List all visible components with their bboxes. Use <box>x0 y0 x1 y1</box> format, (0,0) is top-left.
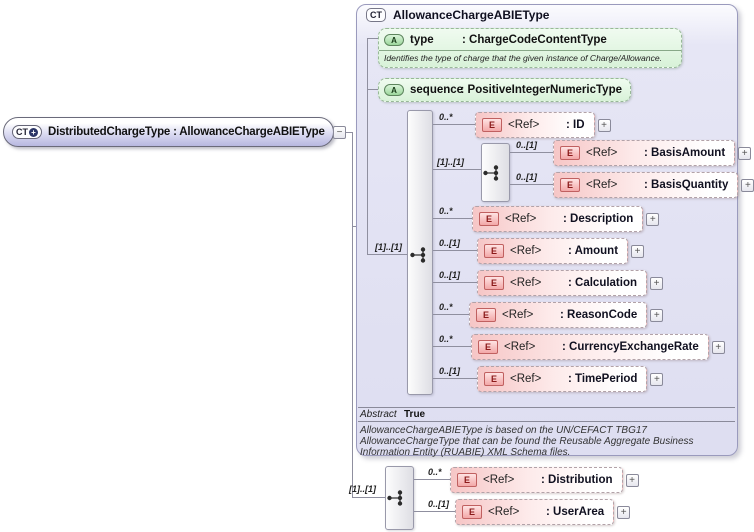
connector <box>367 38 368 255</box>
element-box[interactable] <box>553 140 735 166</box>
element-box[interactable] <box>477 238 628 264</box>
element-ref: <Ref> <box>586 147 618 159</box>
cardinality-label: 0..[1] <box>516 140 538 150</box>
element-ref: <Ref> <box>483 474 515 486</box>
connector <box>433 314 469 315</box>
expand-toggle[interactable]: + <box>650 277 663 290</box>
expand-toggle[interactable]: + <box>598 119 611 132</box>
element-node-amount[interactable] <box>477 238 644 264</box>
element-box[interactable] <box>477 270 647 296</box>
abstract-label: Abstract <box>360 409 397 420</box>
element-box[interactable] <box>455 499 614 525</box>
abstract-value: True <box>404 409 426 420</box>
attribute-name: type <box>410 33 434 46</box>
complextype-badge: CT <box>366 8 386 22</box>
expand-toggle[interactable]: + <box>650 309 663 322</box>
element-node-reasoncode[interactable] <box>469 302 663 328</box>
element-ref: <Ref> <box>504 341 536 353</box>
element-badge: E <box>484 372 504 386</box>
connector <box>352 132 353 498</box>
sequence-icon <box>386 489 408 507</box>
element-badge: E <box>478 340 498 354</box>
element-ref: <Ref> <box>508 119 540 131</box>
element-ref: <Ref> <box>488 506 520 518</box>
element-node-id[interactable] <box>475 112 611 138</box>
attribute-annotation: Identifies the type of charge that the given instance of Charge/Allowance. <box>379 50 681 67</box>
complextype-badge <box>12 125 42 139</box>
element-node-distribution[interactable] <box>450 467 639 493</box>
element-name: : BasisAmount <box>644 147 726 159</box>
element-node-currencyexchangerate[interactable] <box>471 334 725 360</box>
element-name: : Description <box>563 213 634 225</box>
connector <box>433 218 472 219</box>
element-ref: <Ref> <box>586 179 618 191</box>
cardinality-label: 0..* <box>428 467 442 477</box>
element-name: : UserArea <box>546 506 605 518</box>
element-box[interactable] <box>475 112 595 138</box>
attribute-type: : ChargeCodeContentType <box>462 33 607 46</box>
element-box[interactable] <box>553 172 738 198</box>
attribute-name: sequence <box>410 84 464 96</box>
cardinality-label: [1]..[1] <box>349 484 376 494</box>
element-badge: E <box>484 276 504 290</box>
element-box[interactable] <box>477 366 647 392</box>
connector <box>433 169 481 170</box>
connector <box>510 184 553 185</box>
attribute-type: : PositiveIntegerNumericType <box>460 84 622 96</box>
cardinality-label: 0..[1] <box>439 238 461 248</box>
element-ref: <Ref> <box>510 373 542 385</box>
element-box[interactable] <box>469 302 647 328</box>
cardinality-label: 0..* <box>439 334 453 344</box>
element-ref: <Ref> <box>502 309 534 321</box>
derived-plus-icon: + <box>29 128 38 137</box>
expand-toggle[interactable]: + <box>631 245 644 258</box>
cardinality-label: 0..[1] <box>428 499 450 509</box>
element-node-description[interactable] <box>472 206 659 232</box>
expand-toggle[interactable]: + <box>617 506 630 519</box>
element-badge: E <box>462 505 482 519</box>
expand-toggle[interactable]: + <box>646 213 659 226</box>
element-badge: E <box>560 146 580 160</box>
connector <box>433 124 475 125</box>
cardinality-label: [1]..[1] <box>437 157 464 167</box>
element-node-userarea[interactable] <box>455 499 630 525</box>
divider <box>358 421 735 422</box>
attribute-badge: A <box>384 84 404 96</box>
element-name: : Calculation <box>568 277 638 289</box>
element-name: : BasisQuantity <box>644 179 729 191</box>
element-name: : Distribution <box>541 474 613 486</box>
connector <box>367 254 409 255</box>
cardinality-label: 0..* <box>439 112 453 122</box>
panel-annotation: AllowanceChargeABIEType is based on the UN/CEFACT TBG17 AllowanceChargeType that can be found the Reusable Aggregate Business Information Entity (RUABIE) XML Schema files. <box>360 425 694 459</box>
cardinality-label: 0..* <box>439 206 453 216</box>
connector <box>367 38 378 39</box>
element-badge: E <box>457 473 477 487</box>
element-node-calculation[interactable] <box>477 270 663 296</box>
element-badge: E <box>479 212 499 226</box>
element-box[interactable] <box>450 467 623 493</box>
cardinality-label: 0..* <box>439 302 453 312</box>
connector <box>433 250 477 251</box>
cardinality-label: [1]..[1] <box>375 242 402 252</box>
panel-header <box>366 8 549 22</box>
expand-toggle[interactable]: + <box>650 373 663 386</box>
connector <box>352 497 385 498</box>
element-badge: E <box>476 308 496 322</box>
attribute-node-type[interactable] <box>378 28 682 68</box>
element-box[interactable] <box>471 334 709 360</box>
root-node-label: DistributedChargeType : AllowanceChargeABIEType <box>48 126 325 138</box>
connector <box>367 89 378 90</box>
connector <box>433 378 477 379</box>
sequence-icon <box>409 246 431 264</box>
expand-toggle[interactable]: + <box>738 147 751 160</box>
panel-title: AllowanceChargeABIEType <box>393 8 550 22</box>
connector <box>510 152 553 153</box>
attribute-row <box>379 79 630 101</box>
expand-toggle[interactable]: + <box>626 474 639 487</box>
connector <box>433 282 477 283</box>
element-ref: <Ref> <box>505 213 537 225</box>
element-node-basisamount[interactable] <box>553 140 751 166</box>
element-name: : ReasonCode <box>560 309 638 321</box>
attribute-badge: A <box>384 34 404 46</box>
element-badge: E <box>482 118 502 132</box>
element-node-basisquantity[interactable] <box>553 172 754 198</box>
element-ref: <Ref> <box>510 245 542 257</box>
root-complextype-node[interactable] <box>3 117 334 147</box>
cardinality-label: 0..[1] <box>439 270 461 280</box>
element-ref: <Ref> <box>510 277 542 289</box>
root-collapse-toggle[interactable]: − <box>333 126 346 139</box>
expand-toggle[interactable]: + <box>741 179 754 192</box>
expand-toggle[interactable]: + <box>712 341 725 354</box>
element-badge: E <box>560 178 580 192</box>
attribute-node-sequence[interactable] <box>378 78 631 102</box>
cardinality-label: 0..[1] <box>439 366 461 376</box>
attribute-row <box>379 29 681 50</box>
sequence-icon <box>482 164 504 182</box>
element-name: : CurrencyExchangeRate <box>562 341 699 353</box>
element-box[interactable] <box>472 206 643 232</box>
connector <box>433 346 471 347</box>
connector <box>414 511 455 512</box>
divider <box>358 407 735 408</box>
element-node-timeperiod[interactable] <box>477 366 663 392</box>
element-name: : TimePeriod <box>568 373 638 385</box>
element-name: : Amount <box>568 245 619 257</box>
element-name: : ID <box>566 119 585 131</box>
connector <box>414 479 450 480</box>
complextype-badge-label: CT <box>16 127 28 137</box>
cardinality-label: 0..[1] <box>516 172 538 182</box>
element-badge: E <box>484 244 504 258</box>
